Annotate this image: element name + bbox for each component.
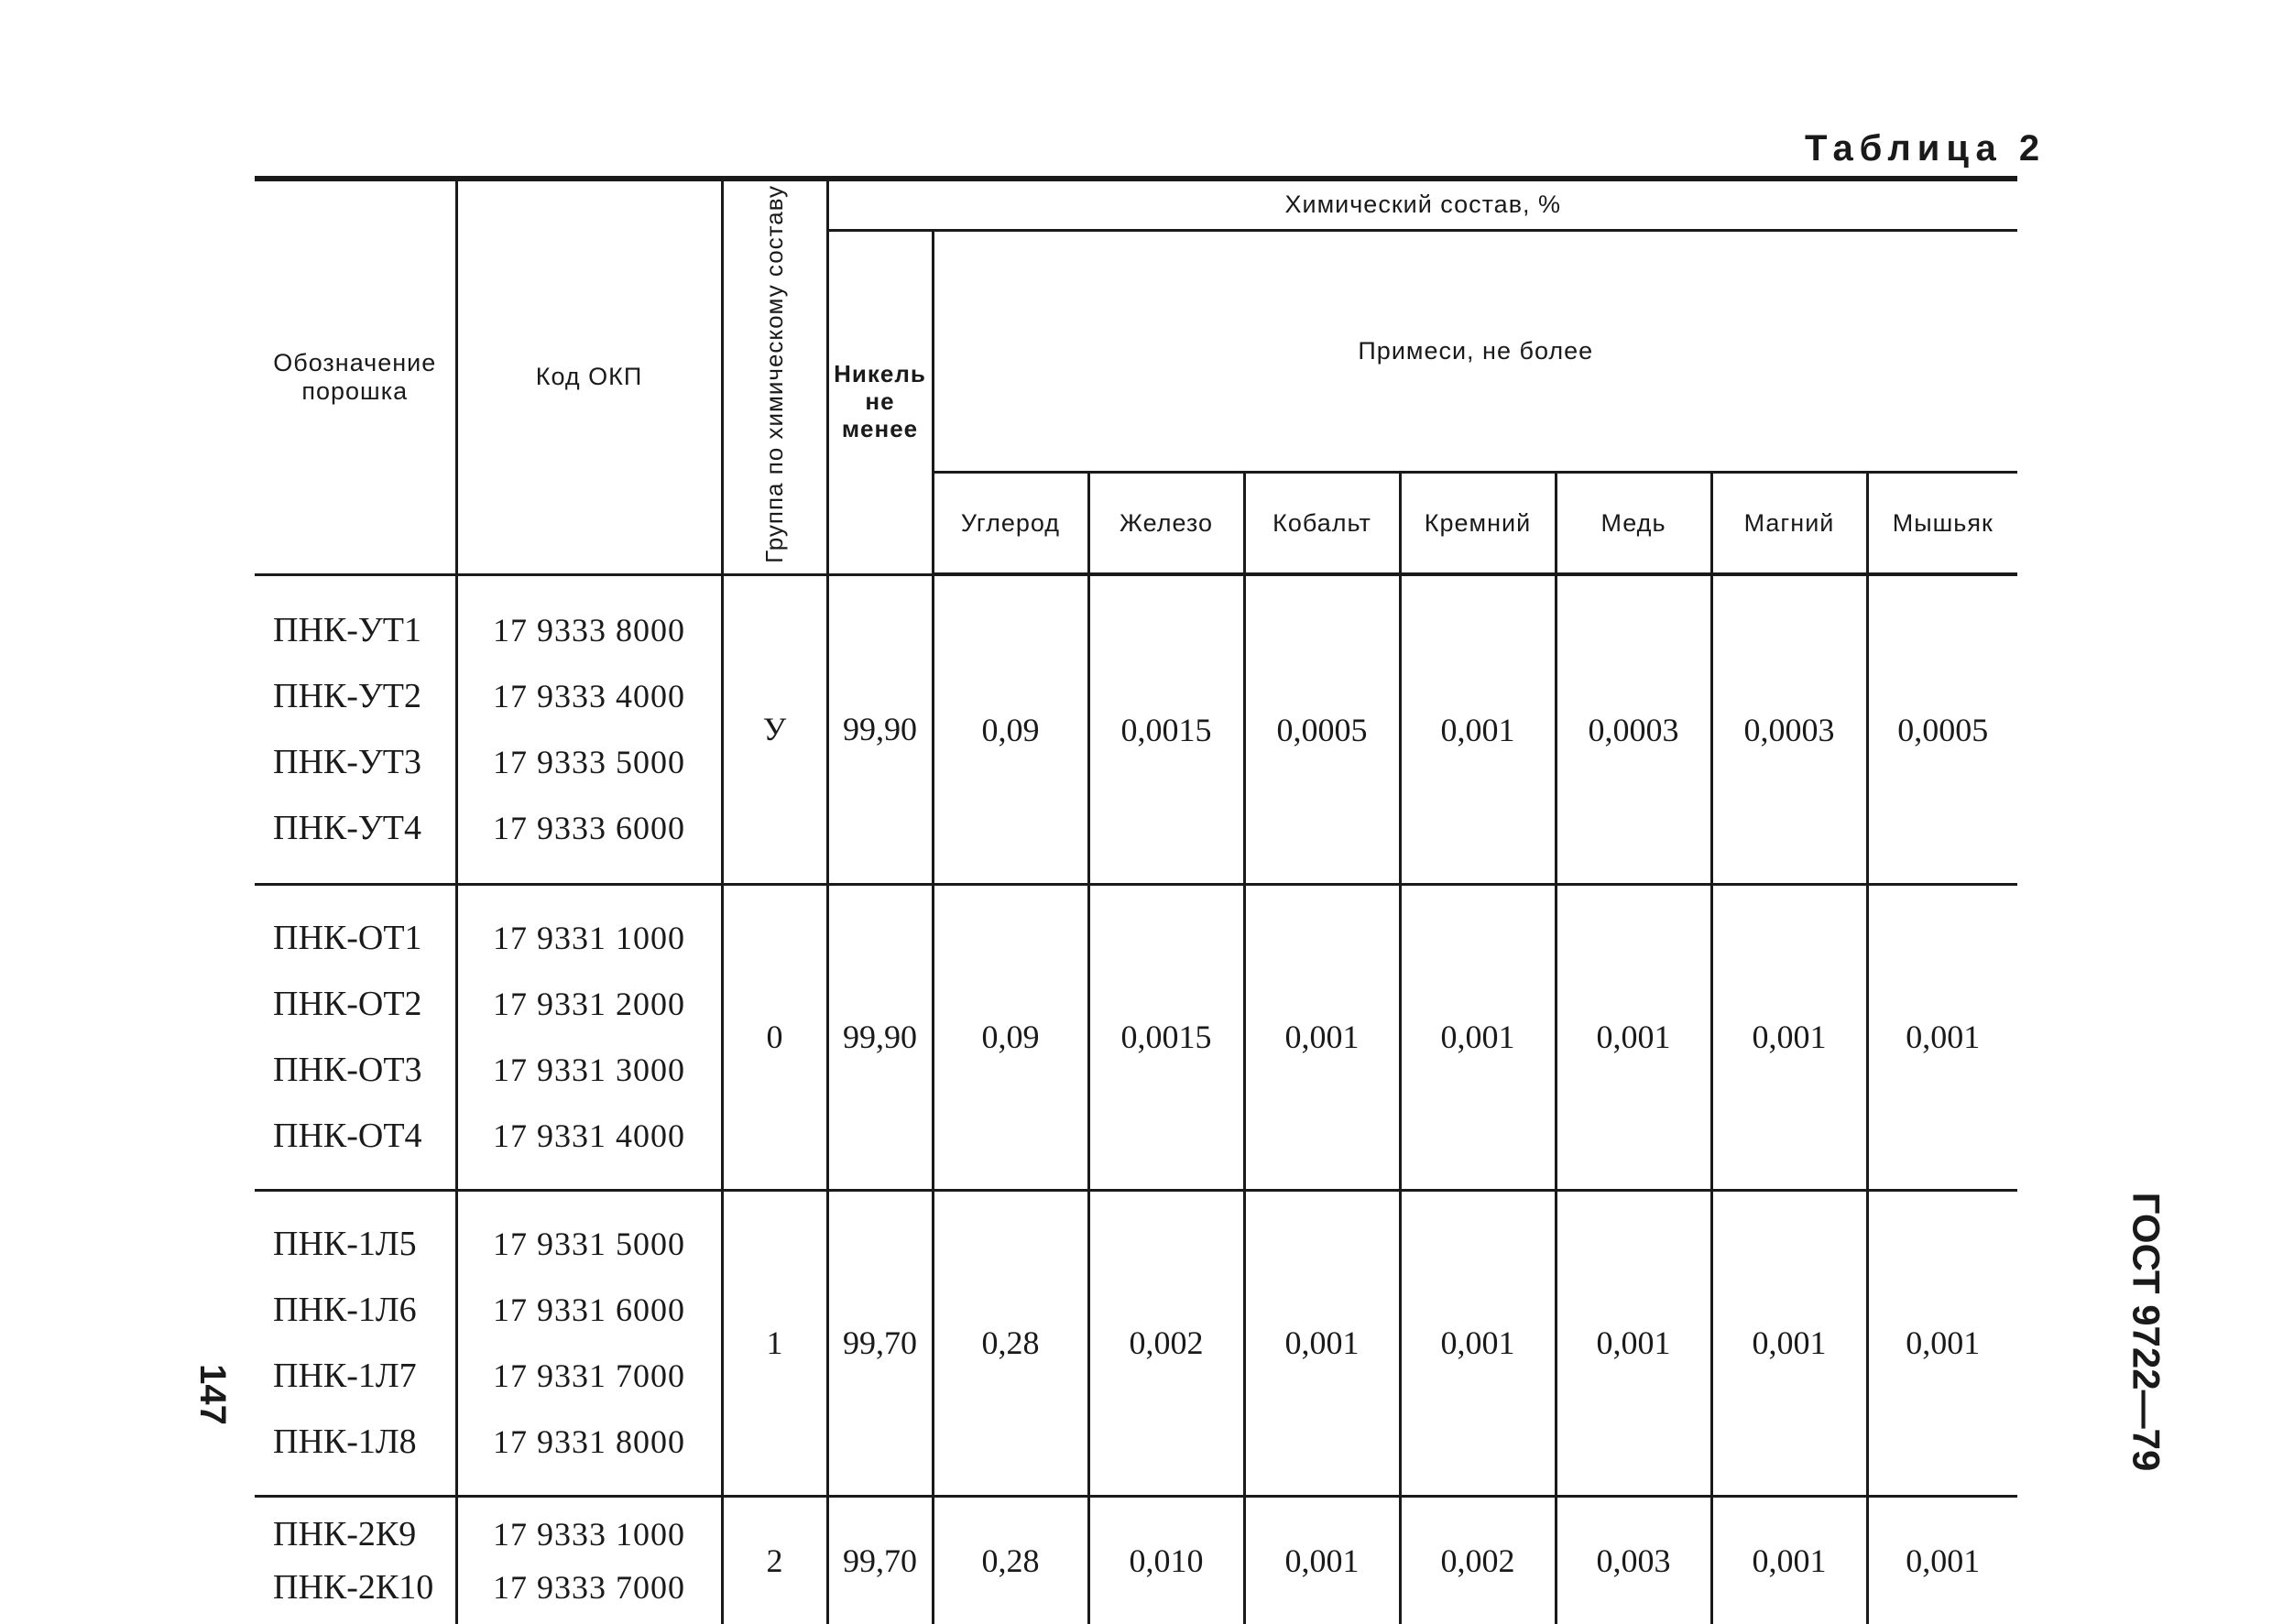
group-code: 1 [722, 1190, 827, 1496]
table-caption: Таблица 2 [1805, 128, 2047, 169]
iron-value: 0,0015 [1088, 884, 1244, 1190]
cobalt-value: 0,001 [1244, 1190, 1400, 1496]
okp-codes [456, 1190, 722, 1496]
iron-value: 0,0015 [1088, 574, 1244, 884]
okp-code: 17 9333 4000 [493, 678, 685, 715]
carbon-value: 0,09 [933, 574, 1088, 884]
powder-designation: ПНК-ОТ2 [273, 985, 422, 1024]
header-nickel-text: Никель не менее [834, 360, 926, 443]
header-chem-composition: Химический состав, % [827, 179, 2017, 230]
table-row [255, 1496, 2017, 1624]
powder-designation: ПНК-УТ2 [273, 677, 422, 716]
powder-designation: ПНК-2К9 [273, 1515, 417, 1554]
carbon-value: 0,28 [933, 1190, 1088, 1496]
header-magnesium: Магний [1711, 472, 1867, 574]
header-designation: Обозначение порошка [255, 179, 456, 574]
okp-code: 17 9331 5000 [493, 1226, 685, 1263]
header-cobalt: Кобальт [1244, 472, 1400, 574]
table-row [255, 1190, 2017, 1496]
nickel-value: 99,90 [827, 574, 933, 884]
cobalt-value: 0,0005 [1244, 574, 1400, 884]
cobalt-value: 0,001 [1244, 1496, 1400, 1624]
okp-codes [456, 884, 722, 1190]
powder-designation: ПНК-ОТ4 [273, 1117, 422, 1156]
table-row [255, 884, 2017, 1190]
header-iron: Железо [1088, 472, 1244, 574]
cobalt-value: 0,001 [1244, 884, 1400, 1190]
powder-designation: ПНК-УТ4 [273, 809, 422, 848]
group-code: 2 [722, 1496, 827, 1624]
header-carbon: Углерод [933, 472, 1088, 574]
powder-designation: ПНК-ОТ1 [273, 919, 422, 958]
okp-code: 17 9331 4000 [493, 1117, 685, 1155]
nickel-value: 99,70 [827, 1496, 933, 1624]
okp-code: 17 9331 1000 [493, 920, 685, 957]
okp-code: 17 9331 6000 [493, 1292, 685, 1329]
powder-designations [255, 1190, 456, 1496]
header-silicon: Кремний [1400, 472, 1556, 574]
okp-code: 17 9333 1000 [493, 1516, 685, 1553]
nickel-value: 99,70 [827, 1190, 933, 1496]
group-code: У [722, 574, 827, 884]
powder-designations [255, 574, 456, 884]
arsenic-value: 0,001 [1867, 1496, 2017, 1624]
header-impurities: Примеси, не более [933, 230, 2017, 472]
okp-code: 17 9331 7000 [493, 1357, 685, 1395]
okp-code: 17 9331 3000 [493, 1052, 685, 1089]
magnesium-value: 0,0003 [1711, 574, 1867, 884]
powder-designations [255, 1496, 456, 1624]
powder-designation: ПНК-1Л7 [273, 1357, 417, 1396]
carbon-value: 0,28 [933, 1496, 1088, 1624]
okp-code: 17 9333 7000 [493, 1569, 685, 1607]
okp-codes [456, 574, 722, 884]
silicon-value: 0,002 [1400, 1496, 1556, 1624]
okp-code: 17 9333 6000 [493, 810, 685, 847]
group-code: 0 [722, 884, 827, 1190]
magnesium-value: 0,001 [1711, 1496, 1867, 1624]
okp-code: 17 9333 8000 [493, 612, 685, 649]
iron-value: 0,010 [1088, 1496, 1244, 1624]
table-row [255, 574, 2017, 884]
header-group-text: Группа по химическому составу [759, 185, 788, 563]
header-copper: Медь [1556, 472, 1711, 574]
silicon-value: 0,001 [1400, 1190, 1556, 1496]
header-arsenic: Мышьяк [1867, 472, 2017, 574]
header-group [722, 179, 827, 574]
silicon-value: 0,001 [1400, 574, 1556, 884]
powder-designation: ПНК-1Л6 [273, 1291, 417, 1330]
magnesium-value: 0,001 [1711, 884, 1867, 1190]
powder-designation: ПНК-1Л5 [273, 1225, 417, 1264]
magnesium-value: 0,001 [1711, 1190, 1867, 1496]
arsenic-value: 0,0005 [1867, 574, 2017, 884]
copper-value: 0,0003 [1556, 574, 1711, 884]
powder-designation: ПНК-УТ1 [273, 611, 422, 650]
chemical-composition-table [255, 176, 2017, 1624]
copper-value: 0,001 [1556, 1190, 1711, 1496]
header-nickel [827, 230, 933, 574]
okp-code: 17 9331 2000 [493, 986, 685, 1023]
powder-designations [255, 884, 456, 1190]
arsenic-value: 0,001 [1867, 1190, 2017, 1496]
nickel-value: 99,90 [827, 884, 933, 1190]
powder-designation: ПНК-1Л8 [273, 1422, 417, 1462]
page-number: 147 [191, 1364, 233, 1425]
iron-value: 0,002 [1088, 1190, 1244, 1496]
powder-designation: ПНК-2К10 [273, 1568, 434, 1608]
silicon-value: 0,001 [1400, 884, 1556, 1190]
header-okp-code: Код ОКП [456, 179, 722, 574]
okp-code: 17 9331 8000 [493, 1423, 685, 1461]
powder-designation: ПНК-ОТ3 [273, 1051, 422, 1090]
okp-code: 17 9333 5000 [493, 744, 685, 781]
standard-designation: ГОСТ 9722—79 [2125, 1192, 2168, 1472]
carbon-value: 0,09 [933, 884, 1088, 1190]
copper-value: 0,001 [1556, 884, 1711, 1190]
copper-value: 0,003 [1556, 1496, 1711, 1624]
arsenic-value: 0,001 [1867, 884, 2017, 1190]
okp-codes [456, 1496, 722, 1624]
powder-designation: ПНК-УТ3 [273, 743, 422, 782]
